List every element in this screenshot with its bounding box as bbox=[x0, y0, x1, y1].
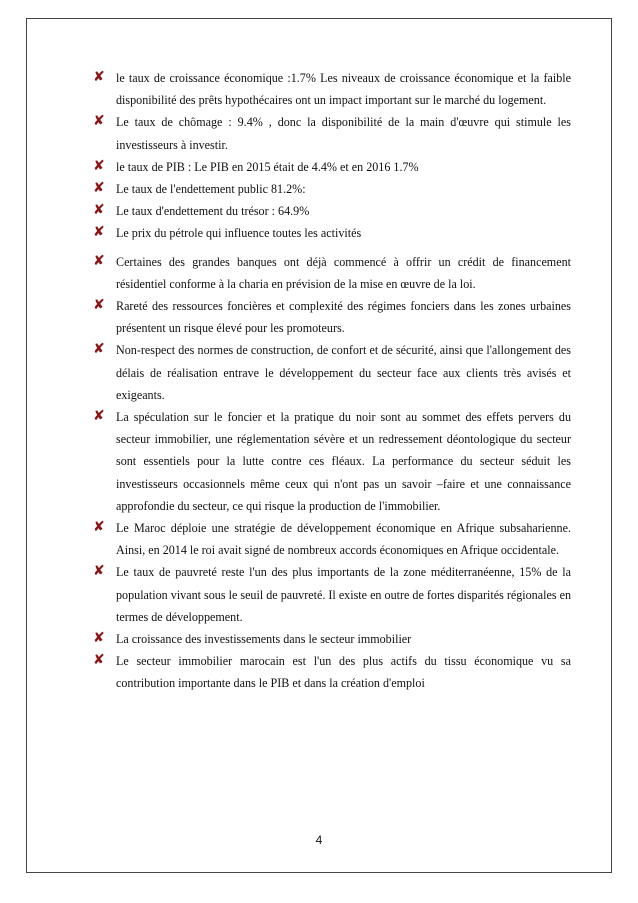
list-item bbox=[93, 156, 571, 178]
bullet-list bbox=[93, 67, 571, 695]
page-number: 4 bbox=[315, 833, 323, 847]
list-item-text: Le taux de chômage : 9.4% , donc la disponibilité de la main d'œuvre qui stimule les investisseurs à investir. bbox=[116, 115, 571, 152]
list-item-text: La spéculation sur le foncier et la pratique du noir sont au sommet des effets pervers du secteur immobilier, une réglementation sévère et un redressement déontologique du secteur sont essentiels pour la lutte contre ces fléaux. La performance du secteur séduit les investisseurs occasionnels même ceux qui n'ont pas un savoir –faire et une connaissance approfondie du secteur, ce qui risque la production de l'immobilier. bbox=[116, 410, 571, 513]
list-item bbox=[93, 339, 571, 406]
list-item bbox=[93, 200, 571, 222]
list-item bbox=[93, 178, 571, 200]
cross-mark-icon: ✘ bbox=[93, 202, 105, 219]
list-item bbox=[93, 406, 571, 517]
list-item bbox=[93, 111, 571, 155]
list-item bbox=[93, 517, 571, 561]
cross-mark-icon: ✘ bbox=[93, 69, 105, 85]
list-item-text: Le taux de l'endettement public 81.2%: bbox=[116, 182, 306, 197]
list-item-text: Le taux de pauvreté reste l'un des plus importants de la zone méditerranéenne, 15% de la population vivant sous le seuil de pauvreté. Il existe en outre de fortes disparités régionales en termes de développement. bbox=[116, 565, 571, 624]
cross-mark-icon: ✘ bbox=[93, 341, 105, 358]
cross-mark-icon: ✘ bbox=[93, 297, 105, 314]
cross-mark-icon: ✘ bbox=[93, 180, 105, 197]
cross-mark-icon: ✘ bbox=[93, 519, 105, 536]
cross-mark-icon: ✘ bbox=[93, 252, 105, 269]
list-item-text: le taux de PIB : Le PIB en 2015 était de 4.4% et en 2016 1.7% bbox=[116, 159, 419, 174]
list-item-text: Rareté des ressources foncières et complexité des régimes fonciers dans les zones urbaines présentent un risque élevé pour les promoteurs. bbox=[116, 299, 571, 336]
list-item bbox=[93, 67, 571, 111]
list-item bbox=[93, 650, 571, 694]
list-item-text: le taux de croissance économique :1.7% Les niveaux de croissance économique et la faible disponibilité des prêts hypothécaires ont un impact important sur le marché du logement. bbox=[116, 71, 571, 108]
list-item-text: Le Maroc déploie une stratégie de développement économique en Afrique subsaharienne. Ainsi, en 2014 le roi avait signé de nombreux accords économiques en Afrique occidentale. bbox=[116, 521, 571, 558]
list-item-text: La croissance des investissements dans le secteur immobilier bbox=[116, 632, 412, 647]
cross-mark-icon: ✘ bbox=[93, 113, 105, 130]
list-item-text: Le taux d'endettement du trésor : 64.9% bbox=[116, 204, 310, 219]
list-item-text: Le secteur immobilier marocain est l'un des plus actifs du tissu économique vu sa contribution importante dans le PIB et dans la création d'emploi bbox=[116, 654, 571, 691]
list-item-text: Certaines des grandes banques ont déjà commencé à offrir un crédit de financement résidentiel conforme à la charia en prévision de la mise en œuvre de la loi. bbox=[116, 254, 571, 291]
list-item bbox=[93, 251, 571, 295]
list-item bbox=[93, 561, 571, 628]
cross-mark-icon: ✘ bbox=[93, 652, 105, 669]
cross-mark-icon: ✘ bbox=[93, 563, 105, 580]
list-item-text: Non-respect des normes de construction, de confort et de sécurité, ainsi que l'allongement des délais de réalisation entrave le développement du secteur face aux clients très avisés et exigeants. bbox=[116, 343, 571, 402]
cross-mark-icon: ✘ bbox=[93, 224, 105, 241]
cross-mark-icon: ✘ bbox=[93, 408, 105, 425]
list-item-text: Le prix du pétrole qui influence toutes les activités bbox=[116, 226, 362, 241]
list-item bbox=[93, 628, 571, 650]
cross-mark-icon: ✘ bbox=[93, 157, 105, 174]
cross-mark-icon: ✘ bbox=[93, 630, 105, 647]
list-item bbox=[93, 295, 571, 339]
list-item bbox=[93, 222, 571, 244]
